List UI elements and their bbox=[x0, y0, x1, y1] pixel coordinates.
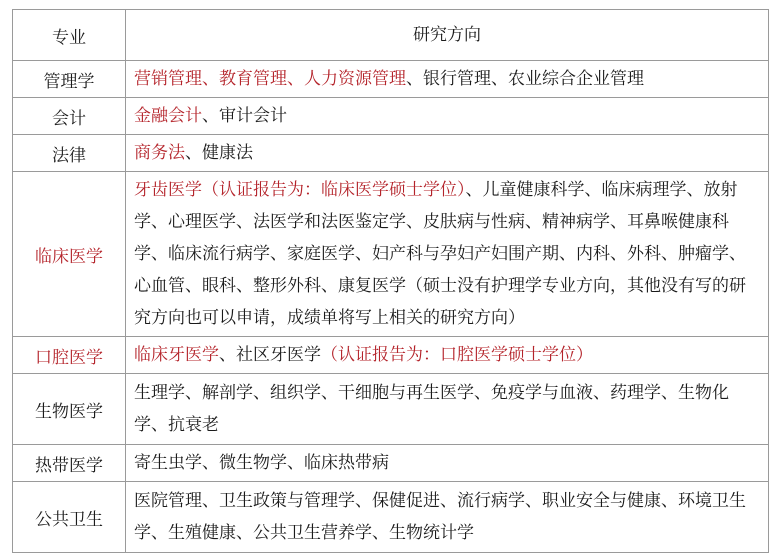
major-cell: 生物医学 bbox=[13, 374, 126, 445]
major-cell: 管理学 bbox=[13, 61, 126, 98]
direction-cell bbox=[126, 98, 769, 135]
table-row bbox=[13, 482, 769, 553]
direction-text: 生理学、解剖学、组织学、干细胞与再生医学、免疫学与血液、药理学、生物化学、抗衰老 bbox=[134, 383, 729, 435]
direction-text: 医院管理、卫生政策与管理学、保健促进、流行病学、职业安全与健康、环境卫生学、生殖健康、公共卫生营养学、生物统计学 bbox=[134, 491, 746, 543]
table-row bbox=[13, 98, 769, 135]
major-cell: 法律 bbox=[13, 135, 126, 172]
direction-text: 、审计会计 bbox=[202, 106, 287, 126]
major-cell: 临床医学 bbox=[13, 172, 126, 337]
major-cell: 公共卫生 bbox=[13, 482, 126, 553]
table-row bbox=[13, 374, 769, 445]
major-cell: 口腔医学 bbox=[13, 337, 126, 374]
direction-text: 临床牙医学 bbox=[134, 345, 219, 365]
direction-text: 、银行管理、农业综合企业管理 bbox=[406, 69, 644, 89]
direction-text: 、 bbox=[287, 69, 304, 89]
direction-text: 、 bbox=[202, 69, 219, 89]
direction-cell bbox=[126, 135, 769, 172]
direction-text: 、健康法 bbox=[185, 143, 253, 163]
direction-cell bbox=[126, 172, 769, 337]
direction-text: （认证报告为：口腔医学硕士学位） bbox=[321, 345, 593, 365]
direction-text: 、社区牙医学 bbox=[219, 345, 321, 365]
table-row bbox=[13, 445, 769, 482]
direction-cell bbox=[126, 482, 769, 553]
major-cell: 热带医学 bbox=[13, 445, 126, 482]
header-major: 专业 bbox=[13, 10, 126, 61]
direction-cell bbox=[126, 374, 769, 445]
direction-cell bbox=[126, 445, 769, 482]
direction-text: 教育管理 bbox=[219, 69, 287, 89]
direction-text: 寄生虫学、微生物学、临床热带病 bbox=[134, 453, 389, 473]
direction-text: 商务法 bbox=[134, 143, 185, 163]
header-research-direction: 研究方向 bbox=[126, 10, 769, 61]
table-row bbox=[13, 61, 769, 98]
major-research-table bbox=[12, 9, 769, 553]
major-cell: 会计 bbox=[13, 98, 126, 135]
direction-text: 营销管理 bbox=[134, 69, 202, 89]
direction-cell bbox=[126, 61, 769, 98]
table-header-row bbox=[13, 10, 769, 61]
direction-text: 牙齿医学（认证报告为：临床医学硕士学位） bbox=[134, 180, 466, 200]
table-row bbox=[13, 135, 769, 172]
table-row bbox=[13, 172, 769, 337]
direction-cell bbox=[126, 337, 769, 374]
direction-text: 、儿童健康科学、临床病理学、放射学、心理医学、法医学和法医鉴定学、皮肤病与性病、精神病学、耳鼻喉健康科学、临床流行病学、家庭医学、妇产科与孕妇产妇围产期、内科、外科、肿瘤学、心血管、眼科、整形外科、康复医学（硕士没有护理学专业方向，其他没有写的研究方向也可以申请，成绩单将写上相关的研究方向） bbox=[134, 180, 746, 328]
table-row bbox=[13, 337, 769, 374]
direction-text: 人力资源管理 bbox=[304, 69, 406, 89]
table-container bbox=[12, 9, 768, 553]
direction-text: 金融会计 bbox=[134, 106, 202, 126]
